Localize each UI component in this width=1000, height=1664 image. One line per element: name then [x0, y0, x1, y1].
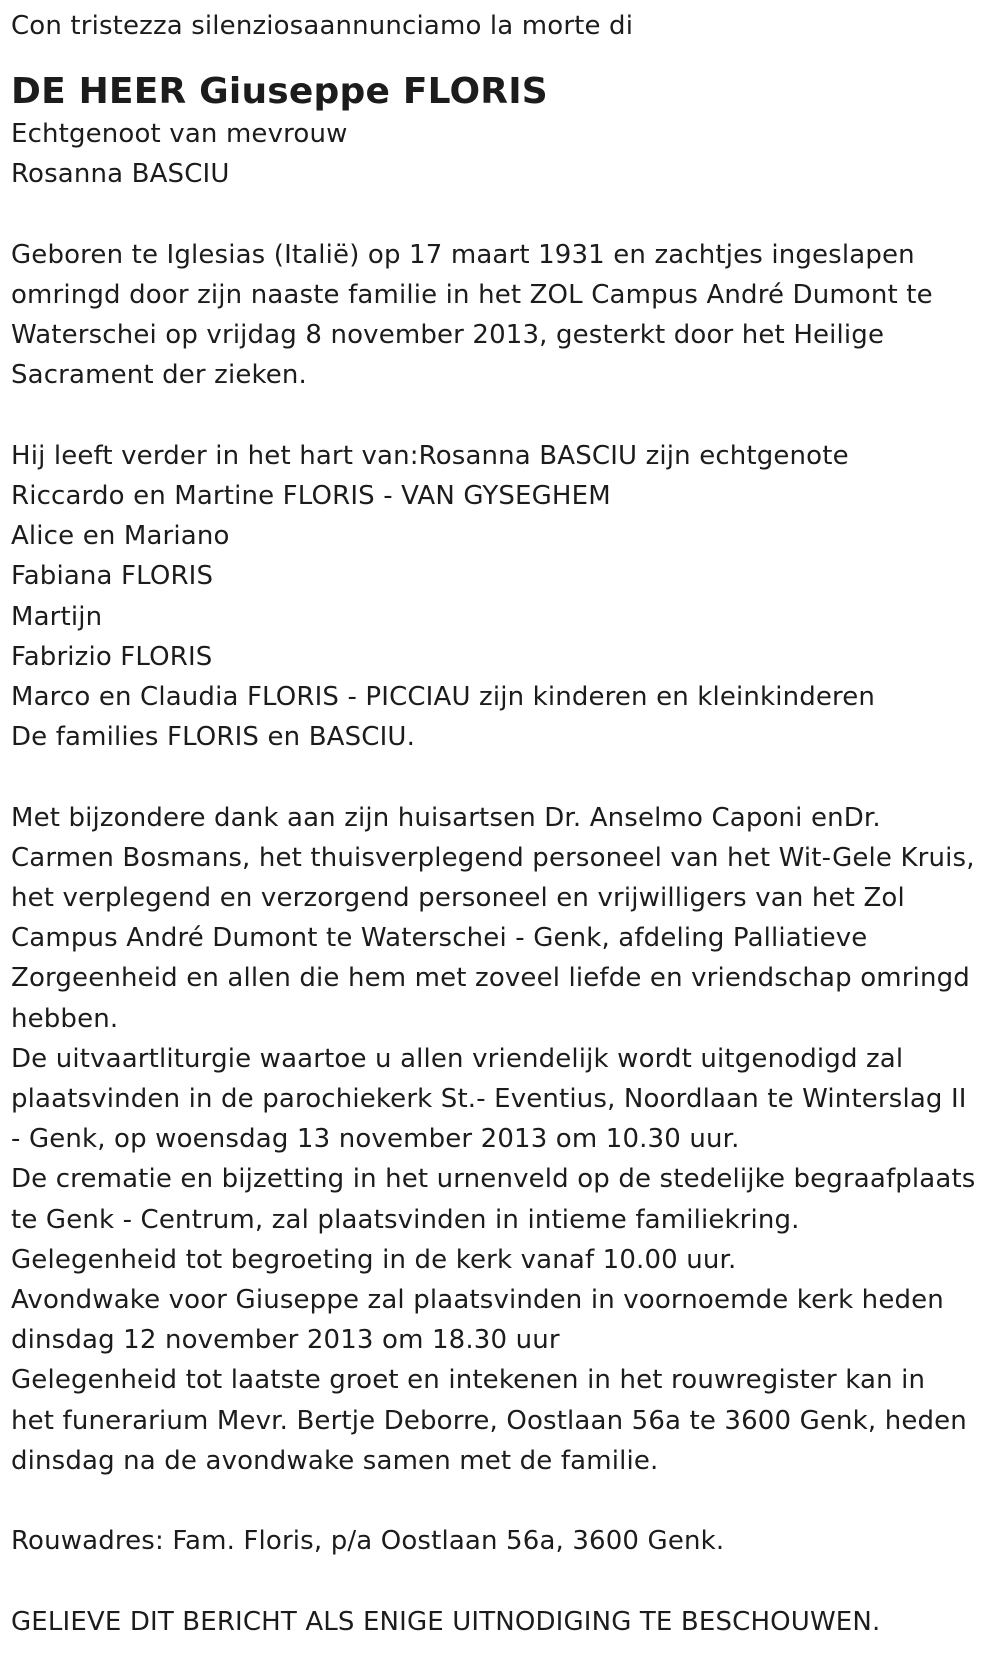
family-line: Riccardo en Martine FLORIS - VAN GYSEGHEM [11, 481, 611, 511]
details-line: - Genk, op woensdag 13 november 2013 om 10.30 uur. [11, 1124, 740, 1155]
details-line: Met bijzondere dank aan zijn huisartsen Dr. Anselmo Caponi enDr. [11, 802, 881, 833]
details-line: Zorgeenheid en allen die hem met zoveel liefde en vriendschap omringd [11, 963, 970, 994]
details-line: hebben. [11, 1003, 119, 1034]
birth-line: Geboren te Iglesias (Italië) op 17 maart 1931 en zachtjes ingeslapen [11, 239, 915, 270]
details-line: dinsdag 12 november 2013 om 18.30 uur [11, 1325, 560, 1356]
birth-line: omringd door zijn naaste familie in het ZOL Campus André Dumont te [11, 280, 933, 310]
paragraph-gap [11, 195, 996, 235]
details-line: Carmen Bosmans, het thuisverplegend personeel van het Wit-Gele Kruis, [11, 842, 975, 873]
paragraph-gap [11, 1481, 996, 1521]
intro-line: Con tristezza silenziosaannunciamo la morte di [11, 11, 634, 41]
mourning-address: Rouwadres: Fam. Floris, p/a Oostlaan 56a, 3600 Genk. [11, 1526, 725, 1557]
details-line: Avondwake voor Giuseppe zal plaatsvinden in voornoemde kerk heden [11, 1285, 944, 1316]
family-line: De families FLORIS en BASCIU. [11, 722, 415, 753]
closing-notice: GELIEVE DIT BERICHT ALS ENIGE UITNODIGING TE BESCHOUWEN. [11, 1606, 881, 1637]
family-line: Fabrizio FLORIS [11, 641, 213, 672]
birth-paragraph [11, 235, 996, 396]
details-line: Campus André Dumont te Waterschei - Genk, afdeling Palliatieve [11, 923, 868, 954]
family-line: Fabiana FLORIS [11, 561, 214, 592]
family-line: Martijn [11, 601, 103, 632]
details-line: plaatsvinden in de parochiekerk St.- Eventius, Noordlaan te Winterslag II [11, 1084, 967, 1115]
paragraph-gap [11, 757, 996, 797]
death-notice [11, 6, 996, 1642]
details-paragraph [11, 798, 996, 1481]
spouse-block [11, 114, 996, 194]
details-line: te Genk - Centrum, zal plaatsvinden in intieme familiekring. [11, 1204, 800, 1235]
family-paragraph [11, 436, 996, 758]
details-line: Gelegenheid tot laatste groet en intekenen in het rouwregister kan in [11, 1365, 926, 1396]
paragraph-gap [11, 396, 996, 436]
spouse-line: Echtgenoot van mevrouw [11, 119, 348, 150]
spouse-line: Rosanna BASCIU [11, 159, 230, 190]
deceased-name: DE HEER Giuseppe FLORIS [11, 71, 548, 113]
family-line: Hij leeft verder in het hart van:Rosanna BASCIU zijn echtgenote [11, 440, 849, 471]
paragraph-gap [11, 1561, 996, 1601]
details-line: De uitvaartliturgie waartoe u allen vriendelijk wordt uitgenodigd zal [11, 1043, 904, 1074]
birth-line: Sacrament der zieken. [11, 360, 307, 391]
details-line: het funerarium Mevr. Bertje Deborre, Oostlaan 56a te 3600 Genk, heden [11, 1405, 967, 1436]
details-line: De crematie en bijzetting in het urnenveld op de stedelijke begraafplaats [11, 1164, 976, 1195]
details-line: Gelegenheid tot begroeting in de kerk vanaf 10.00 uur. [11, 1244, 737, 1275]
details-line: dinsdag na de avondwake samen met de familie. [11, 1445, 659, 1476]
family-line: Alice en Mariano [11, 521, 230, 552]
family-line: Marco en Claudia FLORIS - PICCIAU zijn kinderen en kleinkinderen [11, 682, 876, 713]
details-line: het verplegend en verzorgend personeel en vrijwilligers van het Zol [11, 883, 905, 914]
birth-line: Waterschei op vrijdag 8 november 2013, gesterkt door het Heilige [11, 320, 885, 351]
